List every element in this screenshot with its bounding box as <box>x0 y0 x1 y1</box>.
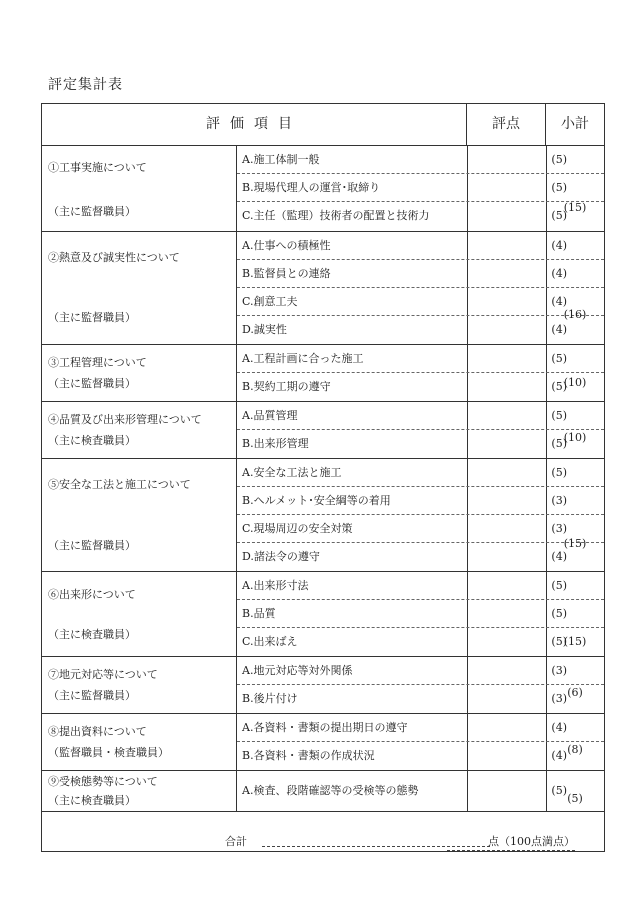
row-score: (5) <box>551 607 567 620</box>
group-8 <box>42 714 604 771</box>
row-score: (4) <box>551 550 567 563</box>
group-subtotal: (6) <box>567 686 583 699</box>
row-score: (4) <box>551 267 567 280</box>
group-7 <box>42 657 604 714</box>
row-score: (4) <box>551 239 567 252</box>
row-label: A.出来形寸法 <box>242 579 309 592</box>
table-row <box>237 345 604 373</box>
group-sub: （主に検査職員） <box>48 434 136 447</box>
row-label: A.仕事への積極性 <box>242 239 331 252</box>
page-title: 評定集計表 <box>48 77 123 93</box>
group-title: ⑦地元対応等について <box>48 668 158 681</box>
row-score: (5) <box>551 466 567 479</box>
table-row <box>237 600 604 628</box>
row-label: B.品質 <box>242 607 276 620</box>
group-subtotal: (15) <box>563 201 587 214</box>
row-score: (4) <box>551 295 567 308</box>
group-sub: （主に監督職員） <box>48 311 136 324</box>
header-score: 評点 <box>467 104 546 145</box>
row-label: A.安全な工法と施工 <box>242 466 342 479</box>
table-row <box>237 487 604 515</box>
evaluation-table <box>41 103 605 852</box>
group-label-cell <box>42 714 237 770</box>
row-score: (5) <box>551 181 567 194</box>
group-1 <box>42 146 604 232</box>
group-title: ①工事実施について <box>48 161 147 174</box>
group-label-cell <box>42 459 237 571</box>
row-label: B.現場代理人の運営･取締り <box>242 181 381 194</box>
row-label: B.後片付け <box>242 692 298 705</box>
table-row <box>237 572 604 600</box>
group-title: ③工程管理について <box>48 356 147 369</box>
row-score: (4) <box>551 323 567 336</box>
group-sub: （主に検査職員） <box>48 628 136 641</box>
row-label: A.検査、段階確認等の受検等の態勢 <box>242 784 419 797</box>
row-score: (4) <box>551 721 567 734</box>
row-label: A.地元対応等対外関係 <box>242 664 353 677</box>
table-header <box>42 104 604 146</box>
row-label: A.施工体制一般 <box>242 153 320 166</box>
table-row <box>237 232 604 260</box>
group-3 <box>42 345 604 402</box>
group-sub: （監督職員・検査職員） <box>48 746 169 759</box>
table-row <box>237 260 604 288</box>
row-score: (5) <box>551 784 567 797</box>
group-subtotal: (10) <box>563 431 587 444</box>
row-label: C.現場周辺の安全対策 <box>242 522 353 535</box>
row-score: (5) <box>551 579 567 592</box>
group-label-cell <box>42 771 237 811</box>
group-subtotal: (15) <box>563 537 587 550</box>
row-label: A.各資料・書類の提出期日の遵守 <box>242 721 408 734</box>
row-score: (5) <box>551 380 567 393</box>
row-score: (3) <box>551 692 567 705</box>
row-score: (5) <box>551 352 567 365</box>
group-sub: （主に監督職員） <box>48 377 136 390</box>
row-label: C.創意工夫 <box>242 295 298 308</box>
row-label: B.ヘルメット･安全綱等の着用 <box>242 494 391 507</box>
table-row <box>237 146 604 174</box>
group-label-cell <box>42 657 237 713</box>
total-unit: 点（100点満点） <box>447 833 575 851</box>
row-label: B.出来形管理 <box>242 437 309 450</box>
group-subtotal: (8) <box>567 743 583 756</box>
group-sub: （主に検査職員） <box>48 794 136 807</box>
row-score: (5) <box>551 437 567 450</box>
row-score: (5) <box>551 635 567 648</box>
table-row <box>237 714 604 742</box>
group-title: ⑤安全な工法と施工について <box>48 478 191 491</box>
group-label-cell <box>42 345 237 401</box>
group-4 <box>42 402 604 459</box>
table-row <box>237 657 604 685</box>
group-9 <box>42 771 604 812</box>
row-label: B.契約工期の遵守 <box>242 380 331 393</box>
group-label-cell <box>42 232 237 344</box>
group-title: ⑨受検態勢等について <box>48 775 158 788</box>
table-row <box>237 402 604 430</box>
total-label: 合計 <box>225 835 247 848</box>
row-label: A.品質管理 <box>242 409 298 422</box>
row-label: B.監督員との連絡 <box>242 267 331 280</box>
row-score: (5) <box>551 153 567 166</box>
group-title: ⑥出来形について <box>48 588 136 601</box>
row-score: (5) <box>551 409 567 422</box>
total-row <box>42 812 604 852</box>
group-subtotal: (16) <box>563 308 587 321</box>
row-score: (3) <box>551 664 567 677</box>
group-subtotal: (10) <box>563 376 587 389</box>
group-label-cell <box>42 402 237 458</box>
table-row <box>237 459 604 487</box>
group-subtotal: (5) <box>567 792 583 805</box>
group-sub: （主に監督職員） <box>48 689 136 702</box>
header-item: 評価項目 <box>42 104 467 145</box>
row-score: (5) <box>551 209 567 222</box>
row-label: D.諸法令の遵守 <box>242 550 320 563</box>
group-subtotal: (15) <box>563 635 587 648</box>
row-label: D.誠実性 <box>242 323 287 336</box>
group-sub: （主に監督職員） <box>48 205 136 218</box>
row-score: (3) <box>551 494 567 507</box>
table-row <box>237 174 604 202</box>
header-subtotal: 小計 <box>561 116 589 132</box>
group-title: ②熱意及び誠実性について <box>48 251 180 264</box>
group-label-cell <box>42 146 237 231</box>
group-2 <box>42 232 604 345</box>
row-label: B.各資料・書類の作成状況 <box>242 749 375 762</box>
group-6 <box>42 572 604 657</box>
row-score: (3) <box>551 522 567 535</box>
group-sub: （主に監督職員） <box>48 539 136 552</box>
group-title: ④品質及び出来形管理について <box>48 413 202 426</box>
row-label: A.工程計画に合った施工 <box>242 352 364 365</box>
row-score: (4) <box>551 749 567 762</box>
group-label-cell <box>42 572 237 656</box>
row-label: C.主任（監理）技術者の配置と技術力 <box>242 209 430 222</box>
group-5 <box>42 459 604 572</box>
row-label: C.出来ばえ <box>242 635 298 648</box>
group-title: ⑧提出資料について <box>48 725 147 738</box>
